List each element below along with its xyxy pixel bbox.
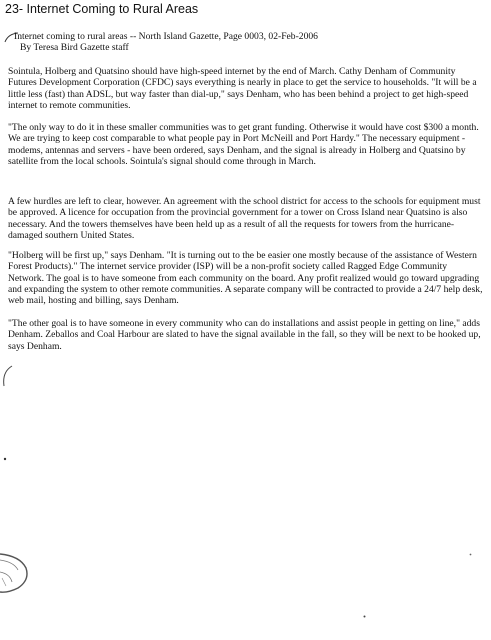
punch-hole-shadow xyxy=(0,548,32,594)
scan-speck xyxy=(468,552,473,557)
article-source-line: Internet coming to rural areas -- North Island Gazette, Page 0003, 02-Feb-2006 xyxy=(14,31,318,42)
article-paragraph: "The only way to do it in these smaller communities was to get grant funding. Otherwise it would have cost $300 a month. We are trying to keep cost comparable to what people pay in Port McNeill and Port Hardy." The necessary equipment - modems, antennas and servers - have been ordered, says Denham, and the signal is already in Holberg and Quatsino by satellite from the local schools. Sointula's signal should come through in March. xyxy=(8,122,479,167)
article-paragraph: Sointula, Holberg and Quatsino should have high-speed internet by the end of March. Cathy Denham of Community Futures Development Corporation (CFDC) says everything is nearly in place to get the service to households. "It will be a little less (fast) than ADSL, but way faster than dial-up," says Denham, who has been behind a project to get high-speed internet to remote communities. xyxy=(8,66,477,111)
article-paragraph: "Holberg will be first up," says Denham. "It is turning out to the be easier one mostly because of the assistance of Western Forest Products)." The internet service provider (ISP) will be a non-profit society called Ragged Edge Community Network. The goal is to have someone from each community on the board. Any profit realized would go toward upgrading and expanding the system to other remote communities. A separate company will be contracted to provide a 24/7 help desk, web mail, hosting and billing, says Denham. xyxy=(8,250,483,307)
article-byline: By Teresa Bird Gazette staff xyxy=(20,42,129,53)
scan-speck xyxy=(2,456,8,462)
scan-speck xyxy=(362,614,367,619)
page-title: 23- Internet Coming to Rural Areas xyxy=(5,2,199,16)
article-paragraph: "The other goal is to have someone in every community who can do installations and assist people in getting on line," adds Denham. Zeballos and Coal Harbour are slated to have the signal available in the fall, so they will be next to be hooked up, says Denham. xyxy=(8,318,481,352)
handwritten-bracket xyxy=(0,364,14,388)
article-paragraph: A few hurdles are left to clear, however. An agreement with the school district for access to the schools for equipment must be approved. A licence for occupation from the provincial government for a tower on Cross Island near Quatsino is also necessary. And the towers themselves have been held up as a result of all the requests for towers from the hurricane-damaged southern United States. xyxy=(8,196,481,241)
